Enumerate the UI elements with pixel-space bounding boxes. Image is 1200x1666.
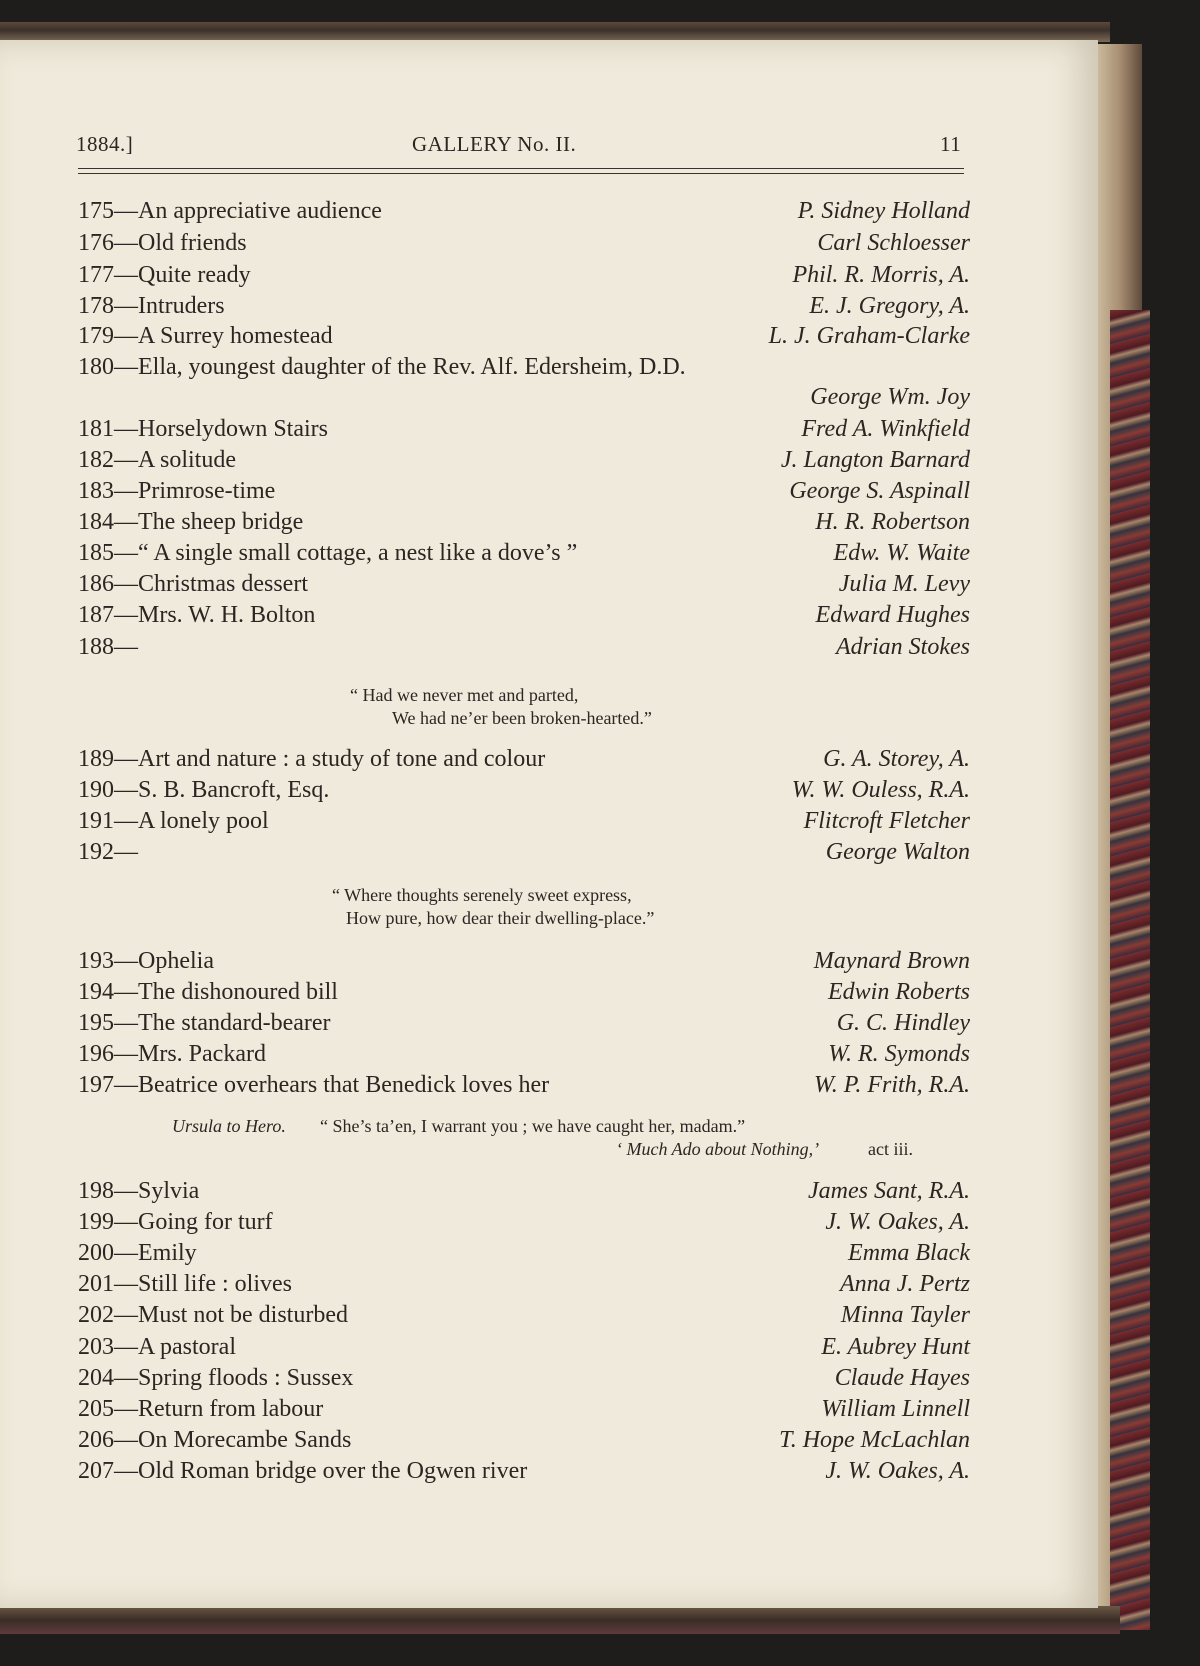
running-head-section: GALLERY No. II.	[412, 132, 577, 156]
entry-artist: Edwin Roberts	[828, 979, 970, 1005]
entry-artist: P. Sidney Holland	[797, 198, 970, 224]
entry-artist: George Wm. Joy	[810, 384, 970, 410]
entry-title: 204—Spring floods : Sussex	[78, 1365, 354, 1391]
header-double-rule	[78, 168, 964, 174]
catalogue-entry	[78, 228, 970, 258]
catalogue-entry	[78, 600, 970, 630]
entry-artist: William Linnell	[821, 1396, 970, 1422]
entry-title: 177—Quite ready	[78, 262, 251, 288]
catalogue-entry	[78, 1332, 970, 1362]
entry-artist: W. P. Frith, R.A.	[813, 1072, 970, 1098]
quotation-act: act iii.	[868, 1139, 913, 1159]
catalogue-entry	[78, 632, 970, 662]
catalogue-entry	[78, 1394, 970, 1424]
catalogue-entry	[78, 1456, 970, 1486]
catalogue-entry	[78, 837, 970, 867]
entry-title: 191—A lonely pool	[78, 808, 269, 834]
page-content	[0, 40, 1098, 1608]
entry-title: 188—	[78, 634, 138, 660]
entry-artist: L. J. Graham-Clarke	[768, 323, 970, 349]
quotation-line: “ She’s ta’en, I warrant you ; we have caught her, madam.”	[320, 1116, 746, 1136]
entry-artist: J. Langton Barnard	[780, 447, 970, 473]
entry-title: 184—The sheep bridge	[78, 509, 304, 535]
entry-title: 196—Mrs. Packard	[78, 1041, 266, 1067]
entry-title: 187—Mrs. W. H. Bolton	[78, 602, 316, 628]
catalogue-entry	[78, 1238, 970, 1268]
entry-title: 192—	[78, 839, 138, 865]
entry-artist: Maynard Brown	[813, 948, 970, 974]
running-head-year: 1884.]	[76, 132, 134, 156]
entry-title: 180—Ella, youngest daughter of the Rev. Alf. Edersheim, D.D.	[78, 354, 686, 380]
entry-artist: J. W. Oakes, A.	[825, 1458, 970, 1484]
entry-title: 186—Christmas dessert	[78, 571, 308, 597]
entry-artist: James Sant, R.A.	[808, 1178, 970, 1204]
entry-title: 183—Primrose-time	[78, 478, 276, 504]
entry-artist: Minna Tayler	[840, 1302, 970, 1328]
entry-title: 199—Going for turf	[78, 1209, 273, 1235]
quotation-line: “ Where thoughts serenely sweet express,	[332, 885, 632, 905]
catalogue-entry	[78, 291, 970, 321]
entry-artist: W. R. Symonds	[828, 1041, 970, 1067]
entry-title: 200—Emily	[78, 1240, 197, 1266]
catalogue-entry	[78, 1207, 970, 1237]
entry-title: 205—Return from labour	[78, 1396, 324, 1422]
catalogue-entry	[78, 775, 970, 805]
entry-artist: Flitcroft Fletcher	[803, 808, 970, 834]
catalogue-entry	[78, 414, 970, 444]
catalogue-entry	[78, 1425, 970, 1455]
entry-title: 194—The dishonoured bill	[78, 979, 338, 1005]
book-cover-top-edge	[0, 22, 1110, 42]
entry-artist: Julia M. Levy	[838, 571, 970, 597]
entry-title: 189—Art and nature : a study of tone and colour	[78, 746, 546, 772]
entry-artist: George S. Aspinall	[789, 478, 970, 504]
entry-artist: Edward Hughes	[815, 602, 970, 628]
entry-artist: G. A. Storey, A.	[823, 746, 970, 772]
entry-artist: G. C. Hindley	[836, 1010, 970, 1036]
catalogue-entry	[78, 806, 970, 836]
entry-title: 201—Still life : olives	[78, 1271, 292, 1297]
marbled-endpaper	[1110, 310, 1150, 1630]
book-cover-bottom-edge	[0, 1606, 1120, 1634]
catalogue-entry	[78, 196, 970, 226]
entry-artist: George Walton	[825, 839, 970, 865]
catalogue-entry	[78, 977, 970, 1007]
entry-title: 197—Beatrice overhears that Benedick loves her	[78, 1072, 550, 1098]
entry-title: 198—Sylvia	[78, 1178, 200, 1204]
catalogue-entry	[78, 1300, 970, 1330]
entry-artist: T. Hope McLachlan	[779, 1427, 970, 1453]
entry-title: 193—Ophelia	[78, 948, 214, 974]
catalogue-entry	[78, 507, 970, 537]
entry-artist: W. W. Ouless, R.A.	[791, 777, 970, 803]
entry-title: 190—S. B. Bancroft, Esq.	[78, 777, 330, 803]
speaker-name: Ursula to Hero.	[172, 1116, 286, 1136]
entry-title: 175—An appreciative audience	[78, 198, 382, 224]
catalogue-entry	[78, 352, 970, 382]
quotation-speaker	[172, 1115, 286, 1137]
quotation-line: “ Had we never met and parted,	[350, 685, 579, 705]
source-title: ‘ Much Ado about Nothing,’	[616, 1139, 820, 1159]
entry-artist: E. J. Gregory, A.	[809, 293, 970, 319]
catalogue-page	[0, 40, 1098, 1608]
entry-title: 179—A Surrey homestead	[78, 323, 333, 349]
entry-artist: Fred A. Winkfield	[801, 416, 970, 442]
entry-title: 176—Old friends	[78, 230, 247, 256]
page-number: 11	[940, 132, 962, 156]
entry-artist: Emma Black	[848, 1240, 970, 1266]
entry-title: 207—Old Roman bridge over the Ogwen river	[78, 1458, 528, 1484]
entry-artist: J. W. Oakes, A.	[825, 1209, 970, 1235]
catalogue-entry	[78, 1363, 970, 1393]
catalogue-entry	[78, 1039, 970, 1069]
quotation-line: How pure, how dear their dwelling-place.”	[346, 908, 655, 928]
entry-artist: E. Aubrey Hunt	[821, 1334, 970, 1360]
entry-title: 181—Horselydown Stairs	[78, 416, 328, 442]
catalogue-entry	[78, 476, 970, 506]
entry-title: 178—Intruders	[78, 293, 225, 319]
catalogue-entry	[78, 321, 970, 351]
catalogue-entry	[78, 1269, 970, 1299]
catalogue-entry	[78, 569, 970, 599]
entry-artist: Claude Hayes	[834, 1365, 970, 1391]
catalogue-entry	[78, 538, 970, 568]
entry-title: 185—“ A single small cottage, a nest like a dove’s ”	[78, 540, 578, 566]
entry-title: 206—On Morecambe Sands	[78, 1427, 352, 1453]
entry-title: 195—The standard-bearer	[78, 1010, 331, 1036]
entry-artist: Anna J. Pertz	[840, 1271, 970, 1297]
entry-title: 202—Must not be disturbed	[78, 1302, 348, 1328]
entry-artist: H. R. Robertson	[815, 509, 970, 535]
quotation-line: We had ne’er been broken-hearted.”	[392, 708, 652, 728]
catalogue-entry	[78, 1070, 970, 1100]
catalogue-entry	[78, 445, 970, 475]
catalogue-entry	[78, 1176, 970, 1206]
catalogue-entry	[78, 260, 970, 290]
entry-artist: Adrian Stokes	[836, 634, 970, 660]
entry-artist: Edw. W. Waite	[833, 540, 970, 566]
entry-title: 182—A solitude	[78, 447, 237, 473]
catalogue-entry	[78, 744, 970, 774]
entry-artist: Carl Schloesser	[817, 230, 970, 256]
catalogue-entry	[78, 1008, 970, 1038]
entry-title: 203—A pastoral	[78, 1334, 236, 1360]
catalogue-entry	[78, 946, 970, 976]
entry-artist: Phil. R. Morris, A.	[792, 262, 970, 288]
quotation-source	[616, 1138, 819, 1160]
